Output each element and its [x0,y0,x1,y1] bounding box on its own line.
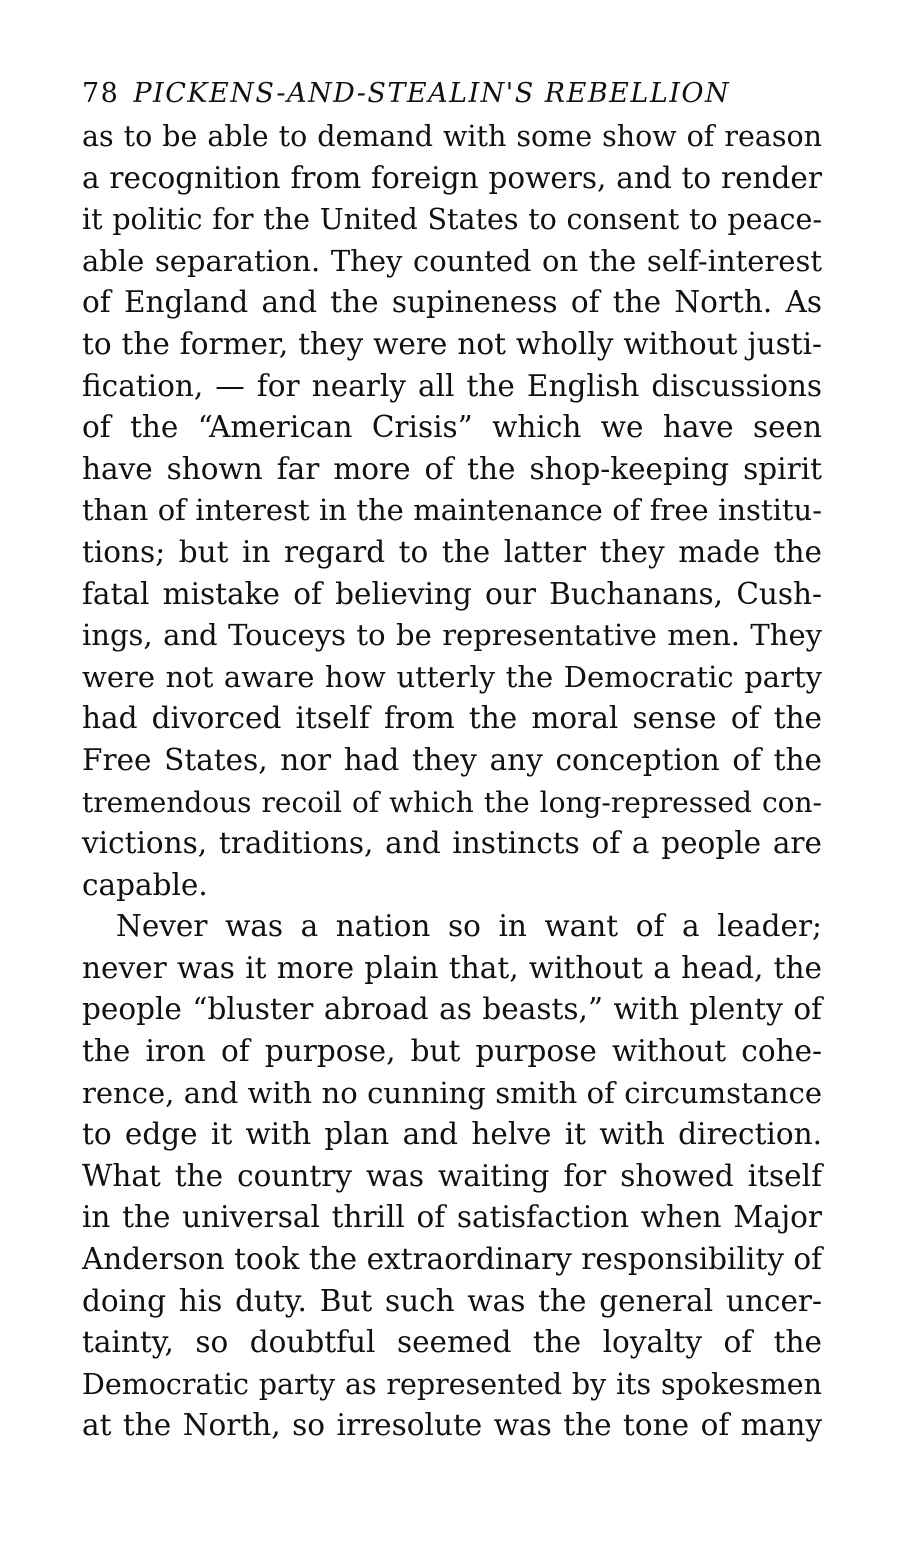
text-line: the iron of purpose, but purpose without cohe- [82,1034,822,1069]
text-line: of England and the supineness of the North. As [82,285,822,320]
running-title: PICKENS-AND-STEALIN'S REBELLION [133,77,731,109]
text-line: than of interest in the maintenance of free institu- [82,493,822,528]
running-head [82,70,822,116]
page-number: 78 [82,77,120,109]
text-line: people “bluster abroad as beasts,” with plenty of [82,992,822,1027]
text-line: doing his duty. But such was the general uncer- [82,1283,822,1318]
text-line: tremendous recoil of which the long-repressed con- [82,785,822,819]
text-line: victions, traditions, and instincts of a people are [82,826,822,861]
body-text [82,116,822,1447]
text-line: it politic for the United States to consent to peace- [82,203,822,237]
text-line: What the country was waiting for showed itself [82,1158,822,1193]
text-line: in the universal thrill of satisfaction when Major [82,1200,822,1235]
text-line: a recognition from foreign powers, and to render [82,160,822,195]
paragraph-1 [82,116,822,906]
text-line: were not aware how utterly the Democratic party [82,659,822,694]
text-line: as to be able to demand with some show of reason [82,120,822,153]
book-page [82,70,822,1447]
text-line: fication, — for nearly all the English discussions [82,368,822,403]
text-line: fatal mistake of believing our Buchanans, Cush- [82,576,822,611]
text-line: rence, and with no cunning smith of circumstance [82,1075,822,1110]
text-line: of the “American Crisis” which we have seen [82,410,822,445]
text-line: ings, and Touceys to be representative men. They [82,618,822,653]
text-line: Never was a nation so in want of a leader; [116,909,822,944]
text-line: had divorced itself from the moral sense of the [82,701,822,736]
text-line: tainty, so doubtful seemed the loyalty of the [82,1325,822,1360]
text-line: at the North, so irresolute was the tone of many [82,1408,822,1443]
text-line: Democratic party as represented by its spokesmen [82,1367,822,1401]
text-line: Anderson took the extraordinary responsibility of [82,1242,822,1277]
text-line: never was it more plain that, without a head, the [82,950,822,985]
paragraph-2 [82,906,822,1447]
text-line: Free States, nor had they any conception of the [82,742,822,777]
text-line: able separation. They counted on the self-interest [82,243,822,278]
text-line: to edge it with plan and helve it with direction. [82,1117,822,1152]
text-line: to the former, they were not wholly without justi- [82,326,822,361]
text-line: tions; but in regard to the latter they made the [82,534,822,569]
text-line: capable. [82,867,208,902]
text-line: have shown far more of the shop-keeping spirit [82,451,822,486]
